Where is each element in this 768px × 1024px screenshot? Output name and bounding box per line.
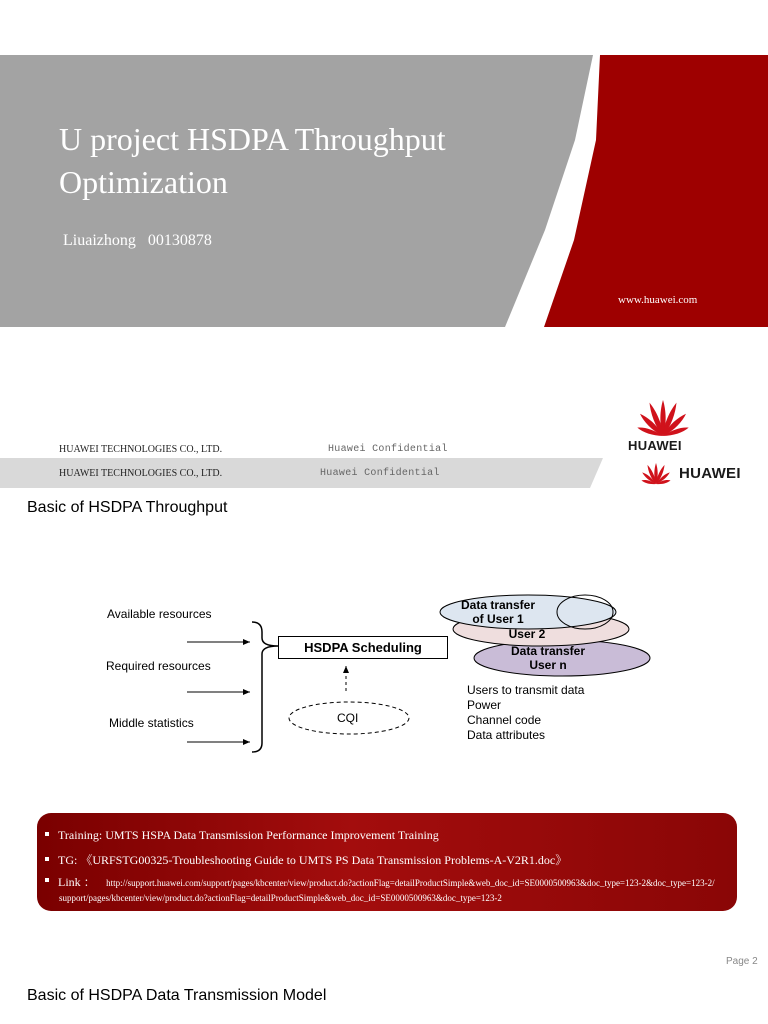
presentation-title: [59, 118, 446, 204]
user-1-line2: of User 1: [472, 612, 524, 626]
scheduler-output-list: [467, 683, 584, 743]
hsdpa-scheduling-box: HSDPA Scheduling: [278, 636, 448, 659]
user-1-line1: Data transfer: [460, 598, 536, 612]
website-link[interactable]: www.huawei.com: [618, 294, 698, 306]
cqi-label: CQI: [337, 711, 359, 725]
slide-heading: Basic of HSDPA Throughput: [27, 499, 228, 516]
label-middle-statistics: Middle statistics: [109, 716, 194, 730]
user-1-label: [460, 598, 536, 626]
footer-bar-confidential: Huawei Confidential: [320, 468, 440, 479]
huawei-wordmark-small: HUAWEI: [679, 465, 741, 482]
user-n-line2: User n: [529, 658, 567, 672]
output-channel-code: Channel code: [467, 713, 542, 727]
output-users: Users to transmit data: [467, 683, 585, 697]
output-data-attributes: Data attributes: [467, 728, 546, 742]
link-url-2[interactable]: support/pages/kbcenter/view/product.do?actionFlag=detailProductSimple&web_doc_id=SE0000500963&doc_type=123-2: [59, 893, 502, 903]
label-available-resources: Available resources: [107, 607, 212, 621]
footer-confidential: Huawei Confidential: [328, 444, 448, 455]
link-label: Link ：: [58, 875, 96, 889]
user-n-line1: Data transfer: [510, 644, 586, 658]
user-2-label: [490, 627, 564, 641]
author-line: Liuaizhong 00130878: [63, 232, 212, 249]
bullet-icon: [45, 832, 49, 836]
user-2-line2: User 2: [508, 627, 546, 641]
bullet-icon: [45, 878, 49, 882]
tg-item: [45, 851, 567, 868]
next-slide-heading: Basic of HSDPA Data Transmission Model: [27, 987, 327, 1004]
bracket: [252, 622, 278, 752]
link-item: [45, 873, 715, 891]
footer-company: HUAWEI TECHNOLOGIES CO., LTD.: [59, 444, 223, 455]
label-required-resources: Required resources: [106, 659, 211, 673]
tg-text[interactable]: TG: 《URFSTG00325-Troubleshooting Guide to UMTS PS Data Transmission Problems-A-V2R1.doc》: [58, 853, 568, 867]
link-url-1[interactable]: http://support.huawei.com/support/pages/kbcenter/view/product.do?actionFlag=detailProductSimple&web_doc_id=SE0000500963&doc_type=123-2&doc_type=123-2/: [106, 878, 715, 888]
bullet-icon: [45, 857, 49, 861]
footer-bar-company: HUAWEI TECHNOLOGIES CO., LTD.: [59, 468, 223, 479]
title-line-1: U project HSDPA Throughput: [59, 121, 446, 157]
huawei-flower-small-icon: [637, 460, 675, 485]
user-n-label: [504, 644, 592, 672]
huawei-wordmark-large: HUAWEI: [628, 438, 682, 453]
training-item: [45, 828, 439, 843]
huawei-flower-icon: [628, 395, 698, 437]
output-power: Power: [467, 698, 502, 712]
training-text: Training: UMTS HSPA Data Transmission Performance Improvement Training: [58, 828, 439, 842]
page-number: Page 2: [726, 956, 758, 967]
title-line-2: Optimization: [59, 164, 228, 200]
reference-links-box: [37, 813, 737, 911]
